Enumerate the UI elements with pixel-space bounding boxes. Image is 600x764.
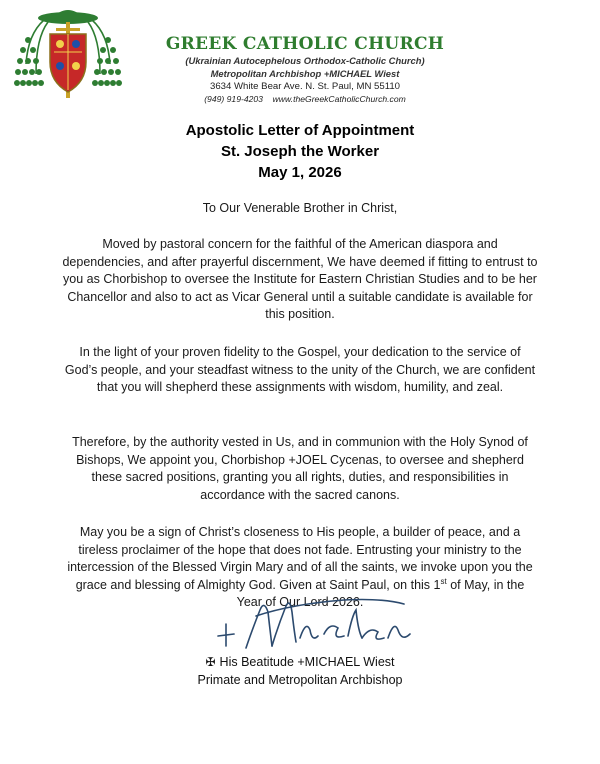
letter-title: Apostolic Letter of Appointment xyxy=(185,122,415,139)
metropolitan-name: Metropolitan Archbishop +MICHAEL Wiest xyxy=(210,68,400,79)
website-link[interactable]: www.theGreekCatholicChurch.com xyxy=(272,94,406,104)
church-name: GREEK CATHOLIC CHURCH xyxy=(165,34,445,54)
letter-title-block xyxy=(0,120,600,183)
signatory-title: Primate and Metropolitan Archbishop xyxy=(197,672,403,687)
phone-number: (949) 919-4203 xyxy=(204,94,263,104)
salutation: To Our Venerable Brother in Christ, xyxy=(202,201,398,215)
blessing-text-start: May you be a sign of Christ’s closeness to His people, a builder of peace, and a tireless proclaimer of the hope that does not fade. Entrusting your ministry to the intercession of the Blessed Virgin Mary and of all the saints, we invoke upon you the grace and blessing of Almighty God. Given at Saint Paul, on this 1 xyxy=(67,525,533,592)
church-address: 3634 White Bear Ave. N. St. Paul, MN 55110 xyxy=(209,81,401,92)
paragraph-fidelity: In the light of your proven fidelity to the Gospel, your dedication to the service of God’s people, and your steadfast witness to the unity of the Church, we are confident that you will shepherd these assignments with wisdom, humility, and zeal. xyxy=(64,345,536,395)
letter-date: May 1, 2026 xyxy=(258,164,342,181)
handwritten-signature xyxy=(212,590,432,660)
coat-of-arms-crest xyxy=(14,4,122,106)
church-subtitle: (Ukrainian Autocephelous Orthodox-Catholic Church) xyxy=(185,55,425,66)
blessing-text-end: of May, in the Year of Our Lord 2026. xyxy=(236,577,525,610)
contact-line xyxy=(150,93,460,106)
maltese-cross-icon: ✠ xyxy=(205,655,216,669)
paragraph-authority: Therefore, by the authority vested in Us, and in communion with the Holy Synod of Bishops, We appoint you, Chorbishop +JOEL Cycenas, to oversee and shepherd these sacred positions, granting you all rights, duties, and responsibilities in accordance with the sacred canons. xyxy=(72,435,528,502)
feast-name: St. Joseph the Worker xyxy=(220,143,380,160)
signatory-name-line xyxy=(170,654,430,672)
ordinal-suffix: st xyxy=(440,576,447,586)
signatory-block xyxy=(170,654,430,689)
signatory-name: His Beatitude +MICHAEL Wiest xyxy=(219,655,395,669)
letterhead xyxy=(150,34,460,106)
paragraph-appointment: Moved by pastoral concern for the faithful of the American diaspora and dependencies, and after prayerful discernment, We have deemed if fitting to entrust to you as Chorbishop to oversee the Institute for Eastern Christian Studies and to be her Chancellor and also to act as Vicar General until a suitable candidate is available for this position. xyxy=(62,237,538,322)
